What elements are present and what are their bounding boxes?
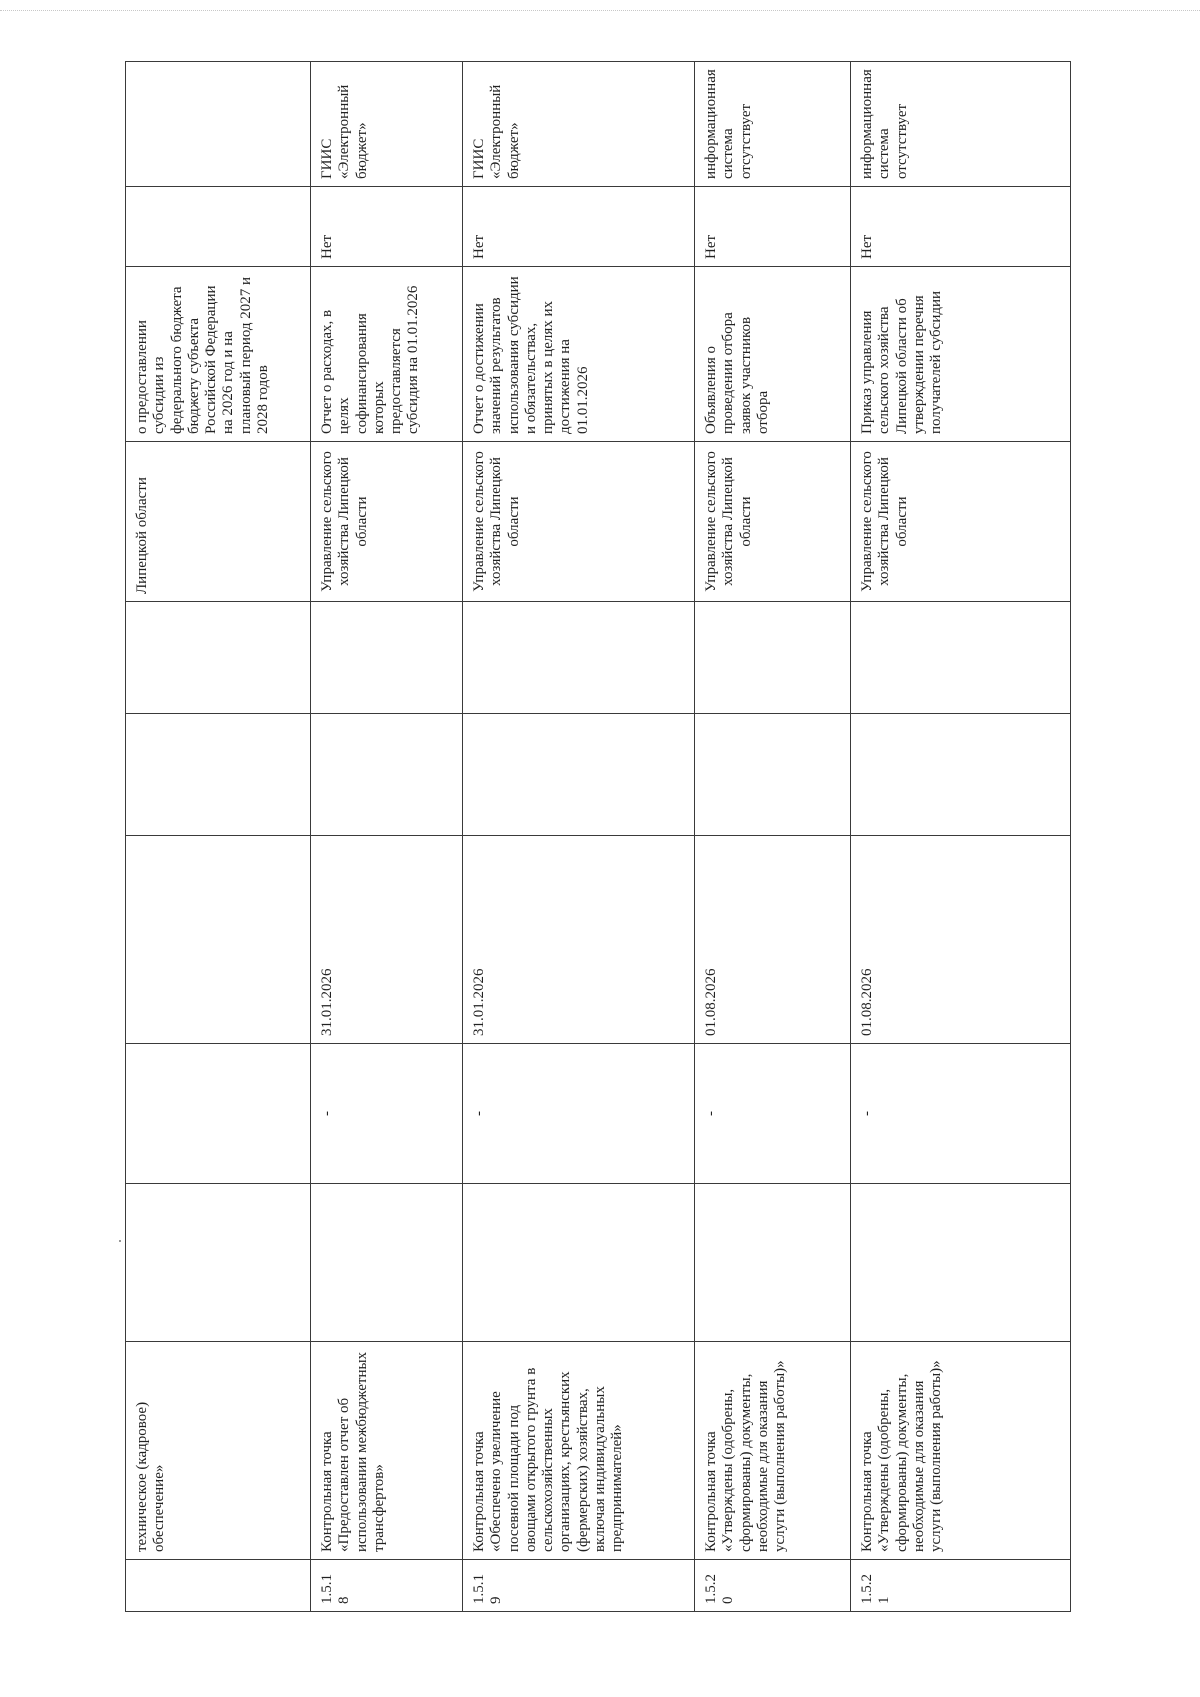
end-date: 31.01.2026 xyxy=(463,836,695,1044)
responsible-executor: Управление сельского хозяйства Липецкой области xyxy=(463,442,695,602)
empty-cell xyxy=(126,602,311,714)
empty-cell xyxy=(695,714,851,836)
table-row xyxy=(311,62,463,1612)
empty-cell xyxy=(695,1184,851,1342)
information-system: информационная система отсутствует xyxy=(695,62,851,187)
row-number: 1.5.20 xyxy=(695,1560,851,1612)
table-row xyxy=(851,62,1071,1612)
rotated-table-container xyxy=(125,62,1070,1612)
document-type: Объявления о проведении отбора заявок участников отбора xyxy=(695,267,851,442)
empty-cell xyxy=(463,714,695,836)
information-system xyxy=(126,62,311,187)
approval-flag: Нет xyxy=(851,187,1071,267)
responsible-executor: Липецкой области xyxy=(126,442,311,602)
start-date: - xyxy=(851,1044,1071,1184)
approval-flag: Нет xyxy=(695,187,851,267)
empty-cell xyxy=(851,1184,1071,1342)
row-number xyxy=(126,1560,311,1612)
empty-cell xyxy=(311,714,463,836)
event-name: Контрольная точка «Обеспечено увеличение посевной площади под овощами открытого грунта в сельскохозяйственных организациях, крестьянских (фермерских) хозяйствах, включая индивидуальных предпринимателей» xyxy=(463,1342,695,1560)
empty-cell xyxy=(851,602,1071,714)
end-date xyxy=(126,836,311,1044)
approval-flag: Нет xyxy=(463,187,695,267)
document-type: Отчет о расходах, в целях софинансирования которых предоставляется субсидия на 01.01.2026 xyxy=(311,267,463,442)
document-type: Приказ управления сельского хозяйства Липецкой области об утверждении перечня получателей субсидии xyxy=(851,267,1071,442)
page-top-border xyxy=(0,10,1200,11)
approval-flag: Нет xyxy=(311,187,463,267)
information-system: информационная система отсутствует xyxy=(851,62,1071,187)
control-points-table xyxy=(125,61,1071,1612)
table-row xyxy=(126,62,311,1612)
empty-cell xyxy=(311,602,463,714)
row-number: 1.5.21 xyxy=(851,1560,1071,1612)
start-date: - xyxy=(695,1044,851,1184)
document-type: Отчет о достижении значений результатов использования субсидии и обязательствах, принятых в целях их достижения на 01.01.2026 xyxy=(463,267,695,442)
event-name: Контрольная точка «Утверждены (одобрены, сформированы) документы, необходимые для оказания услуги (выполнения работы)» xyxy=(695,1342,851,1560)
event-name: Контрольная точка «Утверждены (одобрены, сформированы) документы, необходимые для оказания услуги (выполнения работы)» xyxy=(851,1342,1071,1560)
start-date: - xyxy=(463,1044,695,1184)
responsible-executor: Управление сельского хозяйства Липецкой области xyxy=(851,442,1071,602)
table-row xyxy=(463,62,695,1612)
scan-dot xyxy=(119,1240,121,1242)
row-number: 1.5.18 xyxy=(311,1560,463,1612)
start-date xyxy=(126,1044,311,1184)
empty-cell xyxy=(126,1184,311,1342)
document-type: о предоставлении субсидии из федерального бюджета бюджету субъекта Российской Федерации на 2026 год и на плановый период 2027 и 2028 годов xyxy=(126,267,311,442)
empty-cell xyxy=(851,714,1071,836)
table-row xyxy=(695,62,851,1612)
row-number: 1.5.19 xyxy=(463,1560,695,1612)
empty-cell xyxy=(463,1184,695,1342)
empty-cell xyxy=(311,1184,463,1342)
information-system: ГИИС «Электронный бюджет» xyxy=(463,62,695,187)
information-system: ГИИС «Электронный бюджет» xyxy=(311,62,463,187)
approval-flag xyxy=(126,187,311,267)
responsible-executor: Управление сельского хозяйства Липецкой области xyxy=(695,442,851,602)
empty-cell xyxy=(126,714,311,836)
responsible-executor: Управление сельского хозяйства Липецкой области xyxy=(311,442,463,602)
event-name: Контрольная точка «Предоставлен отчет об использовании межбюджетных трансфертов» xyxy=(311,1342,463,1560)
end-date: 01.08.2026 xyxy=(695,836,851,1044)
start-date: - xyxy=(311,1044,463,1184)
event-name: техническое (кадровое) обеспечение» xyxy=(126,1342,311,1560)
end-date: 31.01.2026 xyxy=(311,836,463,1044)
empty-cell xyxy=(695,602,851,714)
empty-cell xyxy=(463,602,695,714)
end-date: 01.08.2026 xyxy=(851,836,1071,1044)
